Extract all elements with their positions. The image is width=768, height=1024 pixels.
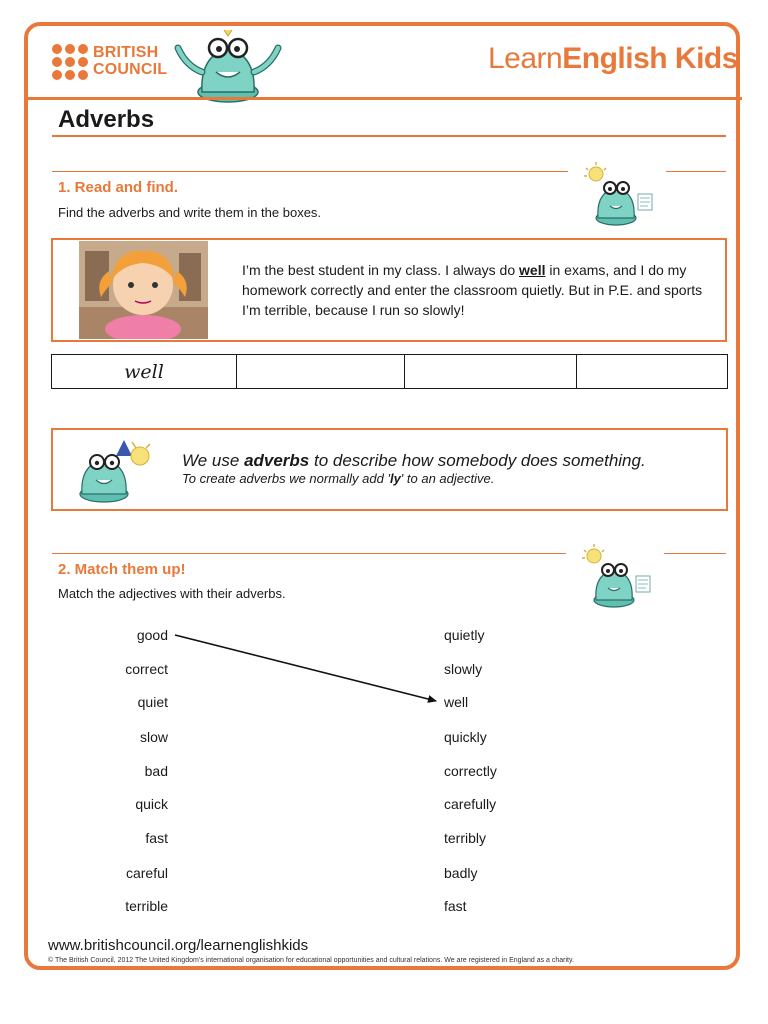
header-divider <box>26 97 742 100</box>
adverb-item[interactable]: carefully <box>444 796 497 812</box>
note-line-1: We use adverbs to describe how somebody does something. <box>182 451 646 470</box>
british-council-logo <box>52 44 177 80</box>
adjective-item[interactable]: slow <box>139 729 168 745</box>
adverb-item[interactable]: fast <box>444 898 467 914</box>
section1-line-left <box>52 171 568 172</box>
adjective-item[interactable]: bad <box>144 763 168 779</box>
answer-box-4[interactable] <box>577 355 728 389</box>
answers-table <box>51 354 728 389</box>
footer-url[interactable]: www.britishcouncil.org/learnenglishkids <box>48 937 309 954</box>
section2-heading: 2. Match them up! <box>58 561 186 578</box>
learnenglish-kids-logo: LearnEnglish Kids <box>488 42 738 75</box>
answer-box-3[interactable] <box>405 355 577 389</box>
page-title: Adverbs <box>58 106 155 133</box>
note-line-2: To create adverbs we normally add 'ly' to an adjective. <box>182 471 495 486</box>
adverb-item[interactable]: correctly <box>444 763 497 779</box>
adjective-item[interactable]: quick <box>135 796 168 812</box>
section2-instruction: Match the adjectives with their adverbs. <box>58 586 286 601</box>
story-highlighted-word: well <box>519 262 546 278</box>
section1-line-right <box>666 171 726 172</box>
brand-line-2: COUNCIL <box>93 61 168 78</box>
monster-with-lightbulb-icon <box>574 160 660 228</box>
adverb-item[interactable]: quickly <box>444 729 487 745</box>
brand-line-1: BRITISH <box>93 44 159 61</box>
section1-instruction: Find the adverbs and write them in the boxes. <box>58 205 322 220</box>
answer-box-1[interactable]: well <box>52 355 237 389</box>
adjective-item[interactable]: quiet <box>137 694 168 710</box>
british-council-dots-icon <box>52 44 88 80</box>
title-underline <box>52 135 726 137</box>
adverb-item[interactable]: terribly <box>444 830 487 846</box>
story-text: I’m the best student in my class. I always do well in exams, and I do my homework correctly and enter the classroom quietly. But in P.E. and sports I’m terrible, because I run so slowly! <box>242 262 703 318</box>
adjective-item[interactable]: fast <box>145 830 168 846</box>
adjective-item[interactable]: careful <box>125 865 168 881</box>
footer-copyright: © The British Council, 2012 The United Kingdom’s international organisation for educational opportunities and cultural relations. We are registered in England as a charity. <box>48 957 574 964</box>
section1-heading: 1. Read and find. <box>58 179 179 196</box>
section2-line-left <box>52 553 566 554</box>
section2-line-right <box>664 553 726 554</box>
adverb-item[interactable]: slowly <box>444 661 483 677</box>
adverb-item[interactable]: well <box>444 694 469 710</box>
monster-with-lamp-icon <box>72 434 164 504</box>
student-girl-illustration <box>79 241 208 339</box>
adjective-item[interactable]: terrible <box>125 898 168 914</box>
adjective-item[interactable]: correct <box>125 661 168 677</box>
adverb-item[interactable]: badly <box>444 865 478 881</box>
monster-with-lightbulb-icon-2 <box>572 542 658 610</box>
adverb-item[interactable]: quietly <box>444 627 485 643</box>
answer-box-2[interactable] <box>237 355 405 389</box>
monster-mascot-icon <box>172 26 284 106</box>
adjective-item[interactable]: good <box>136 627 168 643</box>
